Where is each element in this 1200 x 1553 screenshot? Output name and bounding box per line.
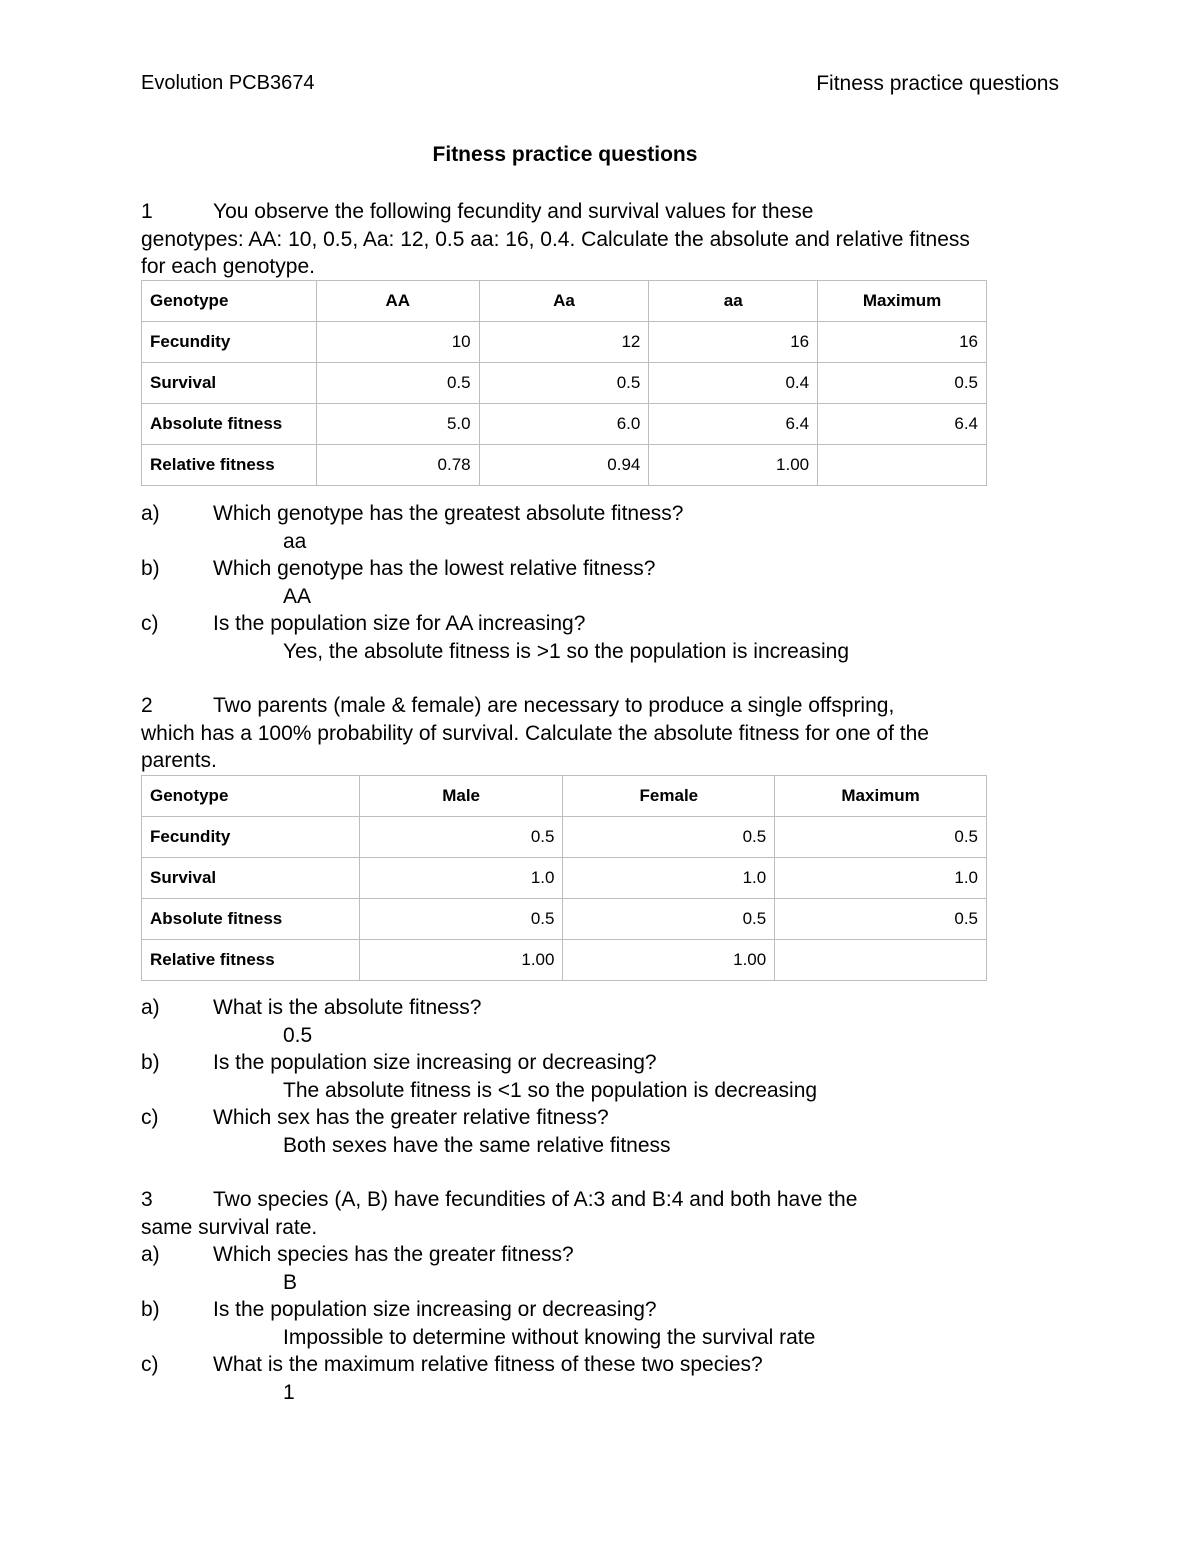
- row-header: Relative fitness: [142, 940, 360, 981]
- subpart-answer: Yes, the absolute fitness is >1 so the population is increasing: [283, 639, 850, 663]
- subpart-answer: Impossible to determine without knowing the survival rate: [283, 1325, 816, 1349]
- table-cell: [775, 940, 987, 981]
- subpart-question: Which species has the greater fitness?: [213, 1243, 574, 1266]
- table-cell: 1.00: [359, 940, 563, 981]
- table-header-row: [142, 281, 987, 322]
- row-header: Fecundity: [142, 322, 317, 363]
- table-cell: 16: [649, 322, 818, 363]
- question-text-rest: same survival rate.: [141, 1215, 318, 1239]
- table-cell: 6.0: [479, 404, 649, 445]
- column-header: Maximum: [775, 776, 987, 817]
- table-header-row: [142, 776, 987, 817]
- column-header: Aa: [479, 281, 649, 322]
- table-cell: 1.0: [775, 858, 987, 899]
- row-header: Fecundity: [142, 817, 360, 858]
- subpart-question: What is the maximum relative fitness of these two species?: [213, 1353, 763, 1376]
- column-header: Maximum: [818, 281, 987, 322]
- fitness-table-2: [141, 775, 987, 981]
- subpart-label: a): [141, 1243, 160, 1266]
- column-header: Genotype: [142, 281, 317, 322]
- question-number: 3: [141, 1188, 153, 1211]
- subpart-answer: 0.5: [283, 1023, 313, 1047]
- subpart-question: Is the population size for AA increasing?: [213, 612, 586, 635]
- question-text-line1: Two species (A, B) have fecundities of A:3 and B:4 and both have the: [213, 1188, 858, 1211]
- question-2-prompt: [141, 692, 991, 775]
- subpart-answer: The absolute fitness is <1 so the population is decreasing: [283, 1078, 818, 1102]
- question-1-subparts: [141, 500, 849, 665]
- subpart-label: a): [141, 502, 160, 525]
- question-2-subparts: [141, 994, 817, 1159]
- table-cell: 0.5: [479, 363, 649, 404]
- subpart-question: Is the population size increasing or decreasing?: [213, 1298, 657, 1321]
- subpart-answer: aa: [283, 529, 307, 553]
- table-cell: 12: [479, 322, 649, 363]
- table-row: [142, 322, 987, 363]
- table-cell: 0.94: [479, 445, 649, 486]
- table-cell: 1.0: [563, 858, 775, 899]
- subpart-answer: 1: [283, 1380, 295, 1404]
- table-row: [142, 817, 987, 858]
- row-header: Absolute fitness: [142, 404, 317, 445]
- table-cell: 0.4: [649, 363, 818, 404]
- question-text-rest: which has a 100% probability of survival. Calculate the absolute fitness for one of the parents.: [141, 721, 929, 772]
- question-text-line1: You observe the following fecundity and survival values for these: [213, 200, 814, 223]
- row-header: Survival: [142, 858, 360, 899]
- row-header: Absolute fitness: [142, 899, 360, 940]
- table-cell: 0.5: [316, 363, 479, 404]
- table-cell: 0.5: [775, 817, 987, 858]
- subpart-question: Which sex has the greater relative fitness?: [213, 1106, 609, 1129]
- table-cell: 5.0: [316, 404, 479, 445]
- table-row: [142, 899, 987, 940]
- column-header: AA: [316, 281, 479, 322]
- column-header: Genotype: [142, 776, 360, 817]
- row-header: Survival: [142, 363, 317, 404]
- column-header: aa: [649, 281, 818, 322]
- header-course: Evolution PCB3674: [141, 72, 315, 94]
- table-row: [142, 445, 987, 486]
- question-1-prompt: [141, 198, 991, 281]
- subpart-label: c): [141, 612, 159, 635]
- subpart-question: Is the population size increasing or decreasing?: [213, 1051, 657, 1074]
- table-row: [142, 363, 987, 404]
- subpart-label: b): [141, 1298, 160, 1321]
- table-cell: 0.5: [359, 899, 563, 940]
- fitness-table-1: [141, 280, 987, 486]
- table-cell: 10: [316, 322, 479, 363]
- question-number: 1: [141, 200, 153, 223]
- subpart-question: What is the absolute fitness?: [213, 996, 482, 1019]
- table-cell: 0.5: [563, 817, 775, 858]
- table-cell: 6.4: [818, 404, 987, 445]
- question-number: 2: [141, 694, 153, 717]
- subpart-question: Which genotype has the lowest relative fitness?: [213, 557, 656, 580]
- question-text-rest: genotypes: AA: 10, 0.5, Aa: 12, 0.5 aa: 16, 0.4. Calculate the absolute and relative fitness for each genotype.: [141, 227, 970, 278]
- page-title: Fitness practice questions: [432, 143, 698, 166]
- header-topic: Fitness practice questions: [816, 72, 1059, 95]
- table-cell: 0.5: [775, 899, 987, 940]
- subpart-label: c): [141, 1106, 159, 1129]
- table-row: [142, 940, 987, 981]
- table-row: [142, 858, 987, 899]
- subpart-question: Which genotype has the greatest absolute fitness?: [213, 502, 684, 525]
- table-cell: 1.00: [649, 445, 818, 486]
- table-cell: 0.78: [316, 445, 479, 486]
- table-cell: [818, 445, 987, 486]
- table-cell: 16: [818, 322, 987, 363]
- column-header: Female: [563, 776, 775, 817]
- question-3-subparts: [141, 1241, 815, 1406]
- table-cell: 1.00: [563, 940, 775, 981]
- subpart-answer: B: [283, 1270, 298, 1294]
- table-row: [142, 404, 987, 445]
- subpart-answer: AA: [283, 584, 312, 608]
- column-header: Male: [359, 776, 563, 817]
- subpart-label: b): [141, 1051, 160, 1074]
- question-text-line1: Two parents (male & female) are necessary to produce a single offspring,: [213, 694, 895, 717]
- table-cell: 0.5: [359, 817, 563, 858]
- table-cell: 0.5: [563, 899, 775, 940]
- table-cell: 0.5: [818, 363, 987, 404]
- subpart-answer: Both sexes have the same relative fitness: [283, 1133, 671, 1157]
- table-cell: 6.4: [649, 404, 818, 445]
- table-cell: 1.0: [359, 858, 563, 899]
- subpart-label: a): [141, 996, 160, 1019]
- subpart-label: b): [141, 557, 160, 580]
- row-header: Relative fitness: [142, 445, 317, 486]
- question-3-prompt: [141, 1186, 991, 1241]
- subpart-label: c): [141, 1353, 159, 1376]
